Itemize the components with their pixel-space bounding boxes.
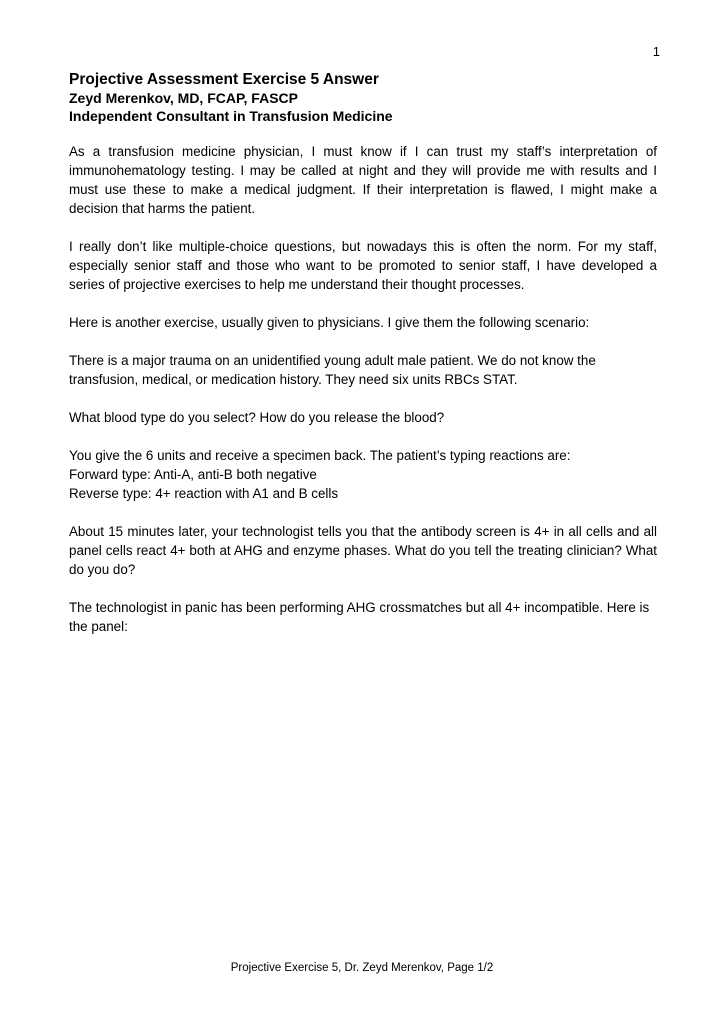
affiliation-line: Independent Consultant in Transfusion Medicine (69, 108, 393, 124)
paragraph-typing (69, 446, 657, 503)
paragraph-question: What blood type do you select? How do you release the blood? (69, 410, 445, 425)
forward-type: Forward type: Anti-A, anti-B both negative (69, 467, 317, 482)
paragraph-intro: As a transfusion medicine physician, I must know if I can trust my staff’s interpretation of immunohematology testing. I may be called at night and they will provide me with results and I must use these to make a medical judgment. If their interpretation is flawed, I might make a decision that harms the patient. (69, 144, 657, 216)
page-number: 1 (652, 44, 660, 59)
document-body (69, 142, 657, 655)
author-line: Zeyd Merenkov, MD, FCAP, FASCP (69, 90, 298, 106)
reverse-type: Reverse type: 4+ reaction with A1 and B cells (69, 486, 339, 501)
document-title: Projective Assessment Exercise 5 Answer (69, 71, 379, 88)
page-footer: Projective Exercise 5, Dr. Zeyd Merenkov, Page 1/2 (230, 962, 494, 974)
paragraph-scenario: There is a major trauma on an unidentified young adult male patient. We do not know the transfusion, medical, or medication history. They need six units RBCs STAT. (69, 353, 596, 387)
paragraph-antibody-screen: About 15 minutes later, your technologist tells you that the antibody screen is 4+ in all cells and all panel cells react 4+ both at AHG and enzyme phases. What do you tell the treating clinician? What do you do? (69, 524, 657, 577)
typing-intro: You give the 6 units and receive a specimen back. The patient’s typing reactions are: (69, 448, 571, 463)
paragraph-exercises: I really don’t like multiple-choice questions, but nowadays this is often the norm. For my staff, especially senior staff and those who want to be promoted to senior staff, I have developed a series of projective exercises to help me understand their thought processes. (69, 239, 657, 292)
paragraph-scenario-intro: Here is another exercise, usually given to physicians. I give them the following scenario: (69, 315, 590, 330)
paragraph-panel-intro: The technologist in panic has been performing AHG crossmatches but all 4+ incompatible. Here is the panel: (69, 600, 650, 634)
document-header (69, 70, 659, 125)
